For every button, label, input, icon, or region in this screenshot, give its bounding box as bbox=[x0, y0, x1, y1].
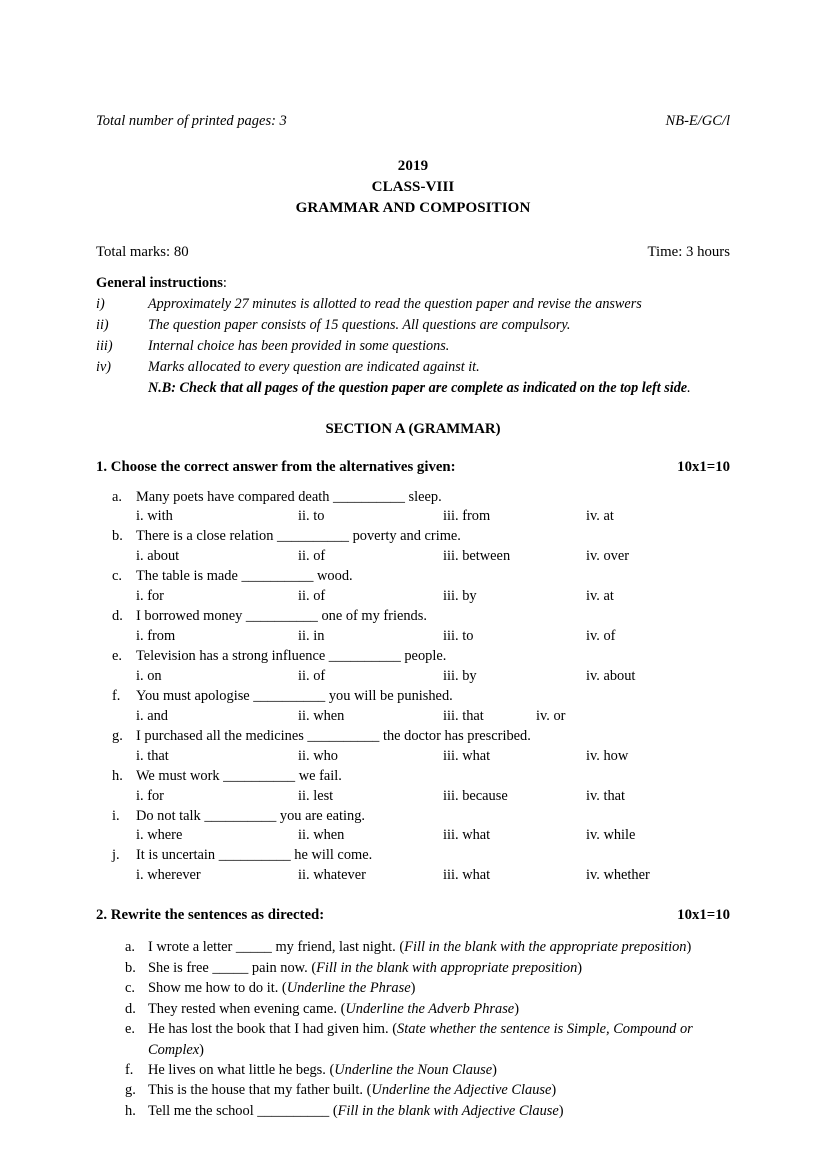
general-instructions-list bbox=[96, 294, 730, 398]
mcq-stem-text: Television has a strong influence __________ people. bbox=[136, 648, 447, 665]
mcq-stem-text: The table is made __________ wood. bbox=[136, 568, 353, 585]
general-instructions-heading-text: General instructions bbox=[96, 275, 223, 292]
printed-pages-label: Total number of printed pages: 3 bbox=[96, 113, 287, 129]
mcq-item bbox=[96, 807, 730, 847]
mcq-option[interactable]: iii. by bbox=[443, 588, 477, 605]
exam-year: 2019 bbox=[397, 158, 429, 175]
exam-meta-row bbox=[96, 244, 730, 261]
mcq-options-row bbox=[96, 707, 730, 727]
general-instructions-heading bbox=[96, 275, 730, 292]
paper-code-label: NB-E/GC/l bbox=[665, 113, 730, 129]
directed-text bbox=[148, 1080, 730, 1100]
directed-item bbox=[96, 1060, 730, 1080]
mcq-stem-row bbox=[96, 807, 730, 827]
directed-letter: g. bbox=[125, 1082, 136, 1099]
note-bold-text: N.B: Check that all pages of the question paper are complete as indicated on the top left side bbox=[148, 379, 688, 396]
directed-close-paren: ) bbox=[410, 980, 416, 997]
mcq-stem-text: You must apologise __________ you will be punished. bbox=[136, 687, 453, 704]
mcq-stem-row bbox=[96, 846, 730, 866]
mcq-options-row bbox=[96, 547, 730, 567]
mcq-option[interactable]: iv. how bbox=[586, 747, 629, 764]
directed-close-paren: ) bbox=[558, 1102, 564, 1119]
exam-class: CLASS-VIII bbox=[371, 178, 455, 195]
directed-item bbox=[96, 1101, 730, 1121]
mcq-option[interactable]: ii. when bbox=[298, 827, 345, 844]
directed-sentence: He lives on what little he begs. ( bbox=[148, 1062, 335, 1079]
directed-close-paren: ) bbox=[551, 1082, 557, 1099]
general-instructions-heading-colon: : bbox=[222, 275, 227, 292]
instruction-text: Internal choice has been provided in some questions. bbox=[148, 337, 450, 354]
mcq-option[interactable]: ii. of bbox=[298, 667, 326, 684]
general-instruction-item bbox=[96, 315, 730, 336]
mcq-option[interactable]: ii. of bbox=[298, 548, 326, 565]
mcq-letter: d. bbox=[112, 608, 123, 625]
mcq-stem-row bbox=[96, 488, 730, 508]
directed-instruction: Fill in the blank with appropriate preposition bbox=[316, 959, 578, 976]
directed-instruction: Underline the Noun Clause bbox=[334, 1062, 493, 1079]
mcq-option[interactable]: i. on bbox=[136, 667, 162, 684]
question-2-title: 2. Rewrite the sentences as directed: bbox=[96, 907, 325, 924]
mcq-option[interactable]: ii. lest bbox=[298, 787, 334, 804]
total-marks-label: Total marks: 80 bbox=[96, 244, 189, 261]
mcq-stem-text: Many poets have compared death __________ sleep. bbox=[136, 488, 442, 505]
mcq-option[interactable]: i. that bbox=[136, 747, 169, 764]
mcq-option[interactable]: i. for bbox=[136, 588, 164, 605]
directed-instruction: Underline the Adjective Clause bbox=[371, 1082, 552, 1099]
mcq-option[interactable]: iii. because bbox=[443, 787, 508, 804]
mcq-stem-row bbox=[96, 567, 730, 587]
mcq-letter: i. bbox=[112, 807, 120, 824]
directed-item bbox=[96, 958, 730, 978]
mcq-option[interactable]: iii. what bbox=[443, 867, 491, 884]
mcq-letter: b. bbox=[112, 528, 123, 545]
instruction-number: iv) bbox=[96, 358, 111, 375]
mcq-options-row bbox=[96, 667, 730, 687]
mcq-stem-row bbox=[96, 607, 730, 627]
mcq-options-row bbox=[96, 587, 730, 607]
directed-sentence: She is free _____ pain now. ( bbox=[148, 959, 317, 976]
question-1-heading bbox=[96, 459, 730, 476]
mcq-letter: j. bbox=[112, 847, 120, 864]
mcq-stem-row bbox=[96, 727, 730, 747]
mcq-option[interactable]: iv. that bbox=[586, 787, 626, 804]
directed-item bbox=[96, 937, 730, 957]
mcq-option[interactable]: iv. about bbox=[586, 667, 636, 684]
mcq-option[interactable]: iii. what bbox=[443, 747, 491, 764]
mcq-option[interactable]: iv. at bbox=[586, 588, 614, 605]
mcq-stem-text: Do not talk __________ you are eating. bbox=[136, 807, 366, 824]
directed-letter: d. bbox=[125, 1000, 136, 1017]
mcq-item bbox=[96, 846, 730, 886]
mcq-option[interactable]: i. for bbox=[136, 787, 164, 804]
mcq-option[interactable]: iii. between bbox=[443, 548, 511, 565]
mcq-options-row bbox=[96, 507, 730, 527]
mcq-stem-text: There is a close relation __________ poverty and crime. bbox=[136, 528, 461, 545]
instruction-text: The question paper consists of 15 questions. All questions are compulsory. bbox=[148, 317, 571, 334]
directed-letter: h. bbox=[125, 1102, 136, 1119]
directed-close-paren: ) bbox=[199, 1041, 204, 1058]
directed-text bbox=[148, 1060, 730, 1080]
mcq-stem-text: We must work __________ we fail. bbox=[136, 767, 342, 784]
mcq-letter: h. bbox=[112, 767, 123, 784]
directed-letter: e. bbox=[125, 1021, 135, 1038]
mcq-item bbox=[96, 647, 730, 687]
mcq-letter: a. bbox=[112, 488, 122, 505]
mcq-option[interactable]: i. from bbox=[136, 628, 176, 645]
directed-text bbox=[148, 1101, 730, 1121]
mcq-option[interactable]: ii. of bbox=[298, 588, 326, 605]
directed-sentence: I wrote a letter _____ my friend, last night. ( bbox=[148, 939, 405, 956]
mcq-item bbox=[96, 488, 730, 528]
question-1-marks: 10x1=10 bbox=[677, 458, 730, 475]
mcq-item bbox=[96, 607, 730, 647]
mcq-option[interactable]: ii. in bbox=[298, 628, 325, 645]
mcq-option[interactable]: iii. that bbox=[443, 707, 484, 724]
instruction-number: ii) bbox=[96, 317, 109, 334]
exam-subject: GRAMMAR AND COMPOSITION bbox=[295, 199, 531, 216]
mcq-letter: g. bbox=[112, 727, 123, 744]
instruction-text: Marks allocated to every question are indicated against it. bbox=[148, 358, 480, 375]
directed-close-paren: ) bbox=[514, 1000, 519, 1017]
directed-letter: a. bbox=[125, 939, 135, 956]
directed-letter: f. bbox=[125, 1062, 134, 1079]
mcq-stem-row bbox=[96, 767, 730, 787]
mcq-letter: c. bbox=[112, 568, 122, 585]
mcq-item bbox=[96, 527, 730, 567]
mcq-option[interactable]: i. about bbox=[136, 548, 180, 565]
directed-item bbox=[96, 978, 730, 998]
section-a-heading: SECTION A (GRAMMAR) bbox=[325, 420, 501, 437]
mcq-option[interactable]: iv. while bbox=[586, 827, 636, 844]
question-2-items bbox=[96, 937, 730, 1121]
directed-sentence: They rested when evening came. ( bbox=[148, 1000, 346, 1017]
directed-sentence: Tell me the school __________ ( bbox=[148, 1102, 338, 1119]
general-instruction-item bbox=[96, 357, 730, 378]
mcq-option[interactable]: iii. by bbox=[443, 667, 477, 684]
mcq-option[interactable]: iv. whether bbox=[586, 867, 650, 884]
mcq-option[interactable]: ii. to bbox=[298, 508, 325, 525]
mcq-letter: e. bbox=[112, 648, 122, 665]
mcq-item bbox=[96, 767, 730, 807]
directed-text bbox=[148, 999, 730, 1019]
directed-sentence: He has lost the book that I had given him. ( bbox=[148, 1021, 397, 1038]
directed-text bbox=[148, 1019, 730, 1060]
mcq-stem-text: I purchased all the medicines __________ the doctor has prescribed. bbox=[136, 727, 531, 744]
mcq-option[interactable]: i. with bbox=[136, 508, 173, 525]
mcq-options-row bbox=[96, 627, 730, 647]
mcq-stem-row bbox=[96, 527, 730, 547]
directed-letter: b. bbox=[125, 959, 136, 976]
instruction-number: iii) bbox=[96, 337, 113, 354]
directed-sentence: Show me how to do it. ( bbox=[148, 980, 287, 997]
title-block bbox=[96, 156, 730, 218]
directed-close-paren: ) bbox=[492, 1062, 497, 1079]
mcq-item bbox=[96, 567, 730, 607]
directed-item bbox=[96, 1080, 730, 1100]
directed-text bbox=[148, 978, 730, 998]
mcq-options-row bbox=[96, 866, 730, 886]
instruction-number: i) bbox=[96, 296, 105, 313]
mcq-option[interactable]: iv. over bbox=[586, 548, 630, 565]
directed-item bbox=[96, 999, 730, 1019]
mcq-stem-row bbox=[96, 687, 730, 707]
mcq-option[interactable]: iii. what bbox=[443, 827, 491, 844]
general-instruction-item bbox=[96, 294, 730, 315]
mcq-option[interactable]: iv. of bbox=[586, 628, 616, 645]
mcq-item bbox=[96, 727, 730, 767]
directed-close-paren: ) bbox=[577, 959, 583, 976]
mcq-stem-text: I borrowed money __________ one of my friends. bbox=[136, 608, 427, 625]
question-1-title: 1. Choose the correct answer from the alternatives given: bbox=[96, 458, 456, 475]
general-instruction-item bbox=[96, 336, 730, 357]
question-1-items bbox=[96, 488, 730, 887]
mcq-option[interactable]: ii. when bbox=[298, 707, 345, 724]
directed-sentence: This is the house that my father built. ( bbox=[148, 1082, 372, 1099]
mcq-stem-row bbox=[96, 647, 730, 667]
mcq-item bbox=[96, 687, 730, 727]
page-content bbox=[96, 112, 730, 1121]
mcq-options-row bbox=[96, 826, 730, 846]
mcq-options-row bbox=[96, 787, 730, 807]
directed-item bbox=[96, 1019, 730, 1060]
directed-instruction: Fill in the blank with the appropriate preposition bbox=[404, 939, 687, 956]
mcq-option[interactable]: iii. from bbox=[443, 508, 491, 525]
mcq-option[interactable]: ii. who bbox=[298, 747, 338, 764]
time-allowed-label: Time: 3 hours bbox=[647, 244, 730, 261]
directed-instruction: Fill in the blank with Adjective Clause bbox=[337, 1102, 559, 1119]
directed-close-paren: ) bbox=[686, 939, 692, 956]
mcq-option[interactable]: ii. whatever bbox=[298, 867, 366, 884]
instruction-text: Approximately 27 minutes is allotted to read the question paper and revise the answers bbox=[148, 296, 642, 313]
directed-text bbox=[148, 958, 730, 978]
directed-instruction: State whether the sentence is Simple, Compound or Complex bbox=[148, 1021, 693, 1058]
question-2-heading bbox=[96, 907, 730, 924]
mcq-option[interactable]: i. and bbox=[136, 707, 168, 724]
mcq-stem-text: It is uncertain __________ he will come. bbox=[136, 847, 373, 864]
note-tail: . bbox=[687, 379, 691, 396]
directed-instruction: Underline the Phrase bbox=[286, 980, 411, 997]
mcq-option[interactable]: i. wherever bbox=[136, 867, 201, 884]
question-2-marks: 10x1=10 bbox=[677, 907, 730, 924]
mcq-letter: f. bbox=[112, 687, 121, 704]
mcq-options-row bbox=[96, 747, 730, 767]
directed-letter: c. bbox=[125, 980, 135, 997]
mcq-option[interactable]: iv. at bbox=[586, 508, 614, 525]
mcq-option[interactable]: iv. or bbox=[536, 707, 566, 724]
mcq-option[interactable]: i. where bbox=[136, 827, 183, 844]
document-header bbox=[96, 112, 730, 130]
mcq-option[interactable]: iii. to bbox=[443, 628, 474, 645]
general-instructions-note bbox=[148, 378, 730, 399]
directed-text bbox=[148, 937, 730, 957]
directed-instruction: Underline the Adverb Phrase bbox=[345, 1000, 515, 1017]
